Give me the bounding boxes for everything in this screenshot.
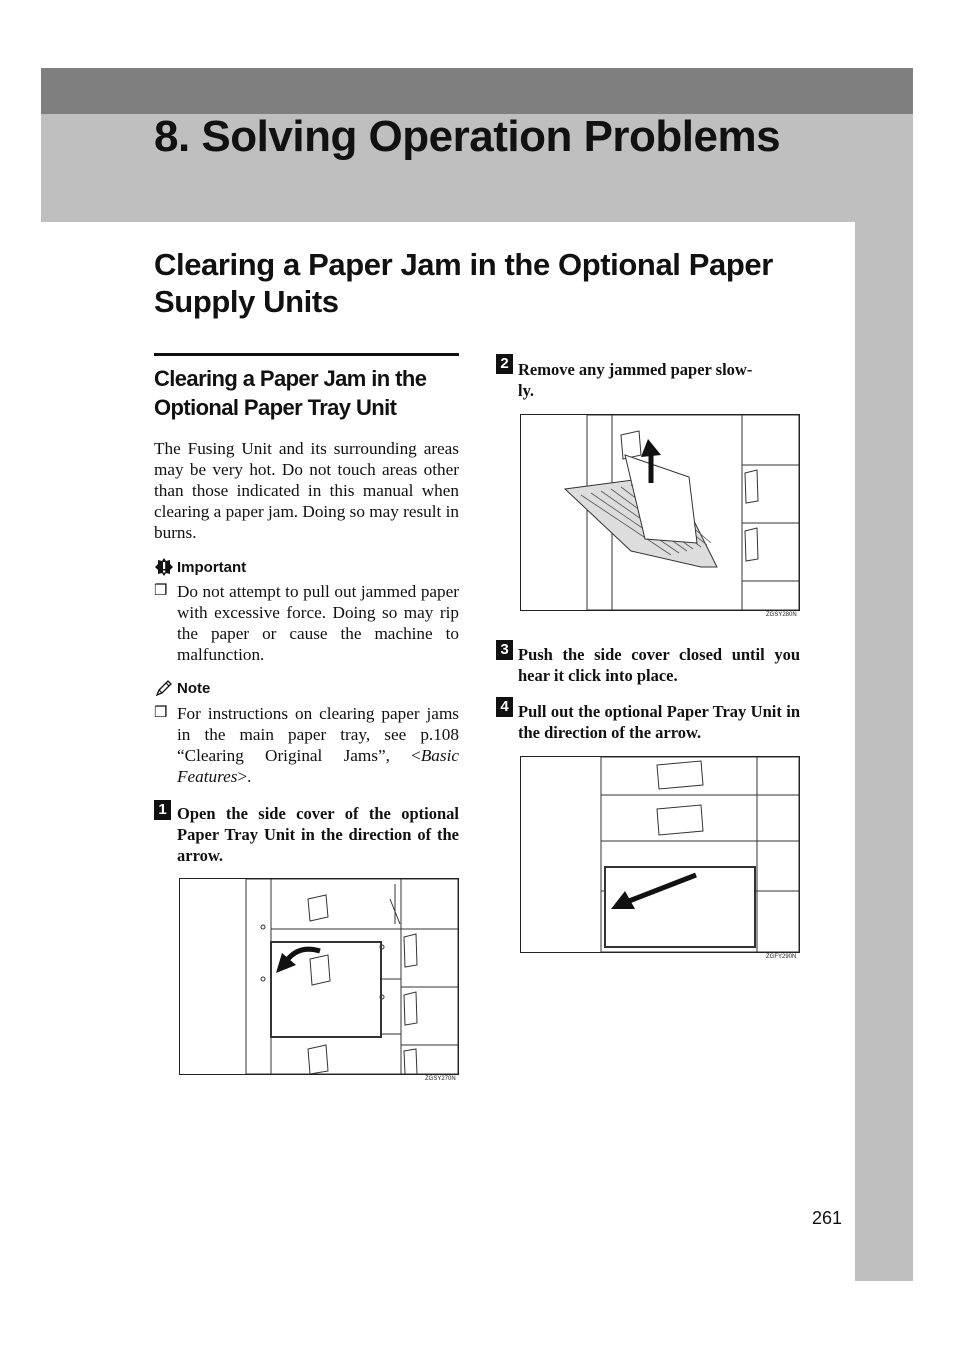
- chapter-band-dark: [41, 68, 913, 114]
- side-band: [855, 222, 913, 1281]
- step-2-number: 2: [496, 354, 513, 374]
- step-4-text: Pull out the optional Paper Tray Unit in the direction of the arrow.: [518, 702, 800, 742]
- section-title: Clearing a Paper Jam in the Optional Paper Supply Units: [154, 247, 773, 319]
- step-3-text: Push the side cover closed until you hear it click into place.: [518, 645, 800, 685]
- chapter-title: 8. Solving Operation Problems: [154, 112, 781, 161]
- checkbox-bullet-icon: ❒: [154, 705, 168, 721]
- note-item-text: For instructions on clearing paper jams in the main paper tray, see p.108 “Clearing Original Jams”, <: [177, 704, 459, 765]
- note-item: [177, 703, 459, 787]
- note-item-italic: Basic Features: [177, 746, 459, 786]
- intro-paragraph: The Fusing Unit and its surrounding areas may be very hot. Do not touch areas other than those indicated in this manual when clearing a paper jam. Doing so may result in burns.: [154, 439, 459, 542]
- checkbox-bullet-icon: ❒: [154, 583, 168, 599]
- note-label: Note: [177, 679, 211, 697]
- figure-open-side-cover: [179, 878, 459, 1075]
- step-1-text: Open the side cover of the optional Paper Tray Unit in the direction of the arrow.: [177, 804, 459, 865]
- note-item-end: >.: [237, 767, 252, 786]
- step-4-number: 4: [496, 697, 513, 717]
- step-2-text: Remove any jammed paper slow- ly.: [518, 360, 753, 400]
- pencil-icon: [155, 679, 173, 697]
- figure-remove-jammed-paper: [520, 414, 800, 611]
- subsection-title: Clearing a Paper Jam in the Optional Paper Tray Unit: [154, 366, 427, 420]
- important-icon: [155, 558, 173, 576]
- subsection-rule: [154, 353, 459, 356]
- figure-pull-out-tray: [520, 756, 800, 953]
- figure-4-code: ZGFY290N: [766, 954, 797, 960]
- important-label: Important: [177, 558, 247, 576]
- important-item: Do not attempt to pull out jammed paper with excessive force. Doing so may rip the paper or cause the machine to malfunction.: [177, 582, 459, 664]
- figure-2-code: ZGSY280N: [766, 612, 797, 618]
- page-number: 261: [812, 1208, 843, 1228]
- step-3-number: 3: [496, 640, 513, 660]
- important-heading: [155, 558, 246, 576]
- step-1-number: 1: [154, 800, 171, 820]
- note-heading: [155, 679, 210, 697]
- figure-1-code: ZGSY270N: [425, 1076, 456, 1082]
